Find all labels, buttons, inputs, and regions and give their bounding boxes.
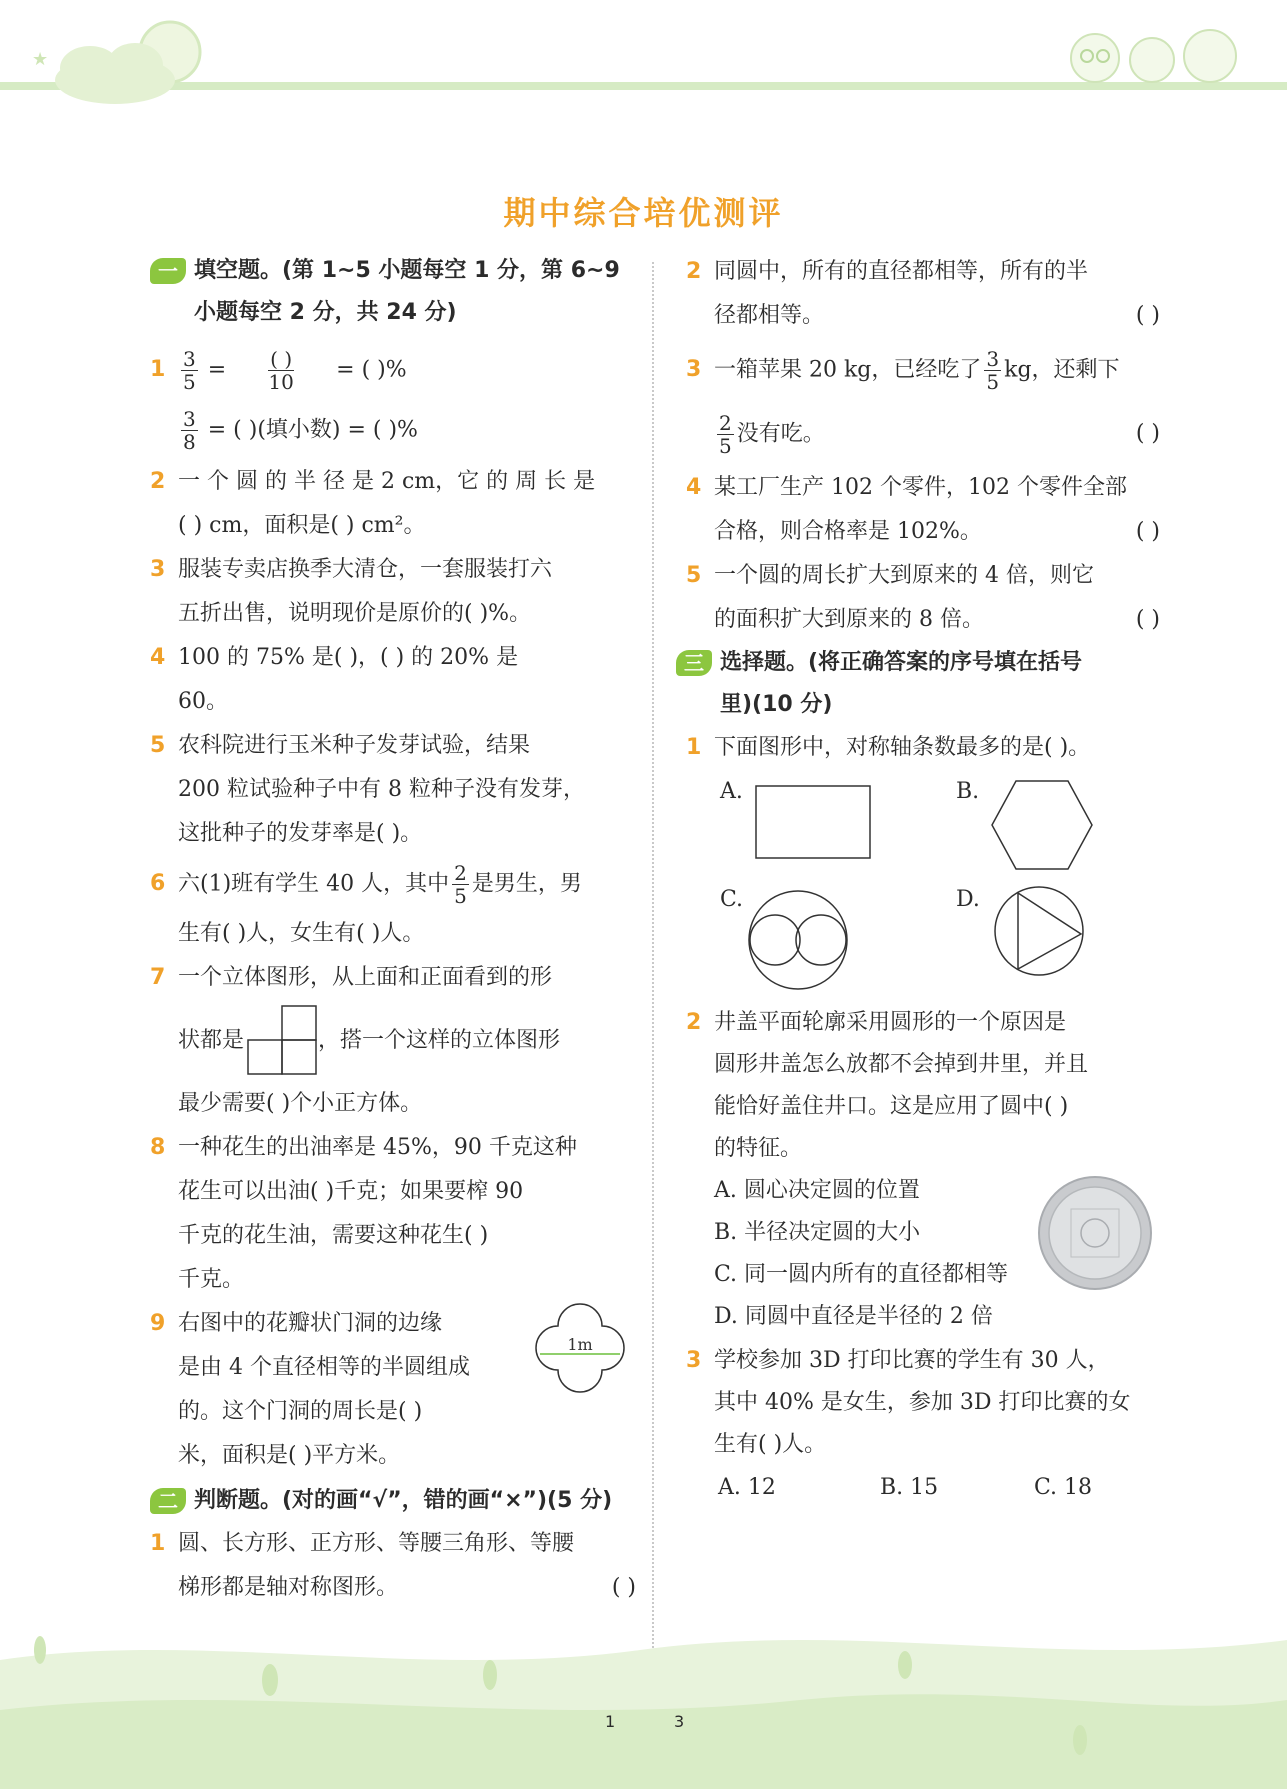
question-text: 生有( )人，女生有( )人。 [178, 921, 425, 946]
option-label: D. [956, 887, 980, 912]
petal-doorway-figure [528, 1296, 632, 1414]
question-text: $\frac{3}{8}$ = ( )(填小数) = ( )% [183, 406, 418, 454]
section-badge: 二 [150, 1488, 186, 1514]
svg-text:★: ★ [32, 49, 49, 70]
question-text: 同圆中，所有的直径都相等，所有的半 径都相等。 ( ) [714, 250, 1160, 338]
question-6-line-2 [150, 912, 636, 956]
question-text: 状都是 ，搭一个这样的立体图形 [178, 1004, 636, 1078]
section-badge: 一 [150, 258, 186, 284]
question-7 [150, 956, 636, 1000]
option-label: C. [720, 887, 744, 912]
fraction: $\frac{3}{5}$ [183, 346, 196, 394]
question-text: $\frac{3}{5}$ = $\frac{( )}{10}$ = ( )% [183, 346, 407, 394]
question-number: 7 [150, 965, 166, 990]
judge-5 [686, 554, 1160, 642]
question-number: 6 [150, 871, 166, 896]
question-3 [150, 548, 636, 636]
question-2 [150, 460, 636, 548]
option-b: B. 半径决定圆的大小 [714, 1220, 921, 1245]
question-number: 4 [686, 475, 702, 500]
section-choice-heading [676, 642, 1160, 726]
question-text: 圆、长方形、正方形、等腰三角形、等腰 梯形都是轴对称图形。 ( ) [178, 1522, 636, 1610]
question-number: 3 [150, 557, 166, 582]
judge-4 [686, 466, 1160, 554]
question-text: $\frac{2}{5}$ 没有吃。 ( ) [719, 410, 1160, 458]
section-title: 填空题。(第 1~5 小题每空 1 分，第 6~9 小题每空 2 分，共 24 分) [194, 258, 620, 325]
animal-faces-icon [1060, 20, 1260, 85]
question-text: 学校参加 3D 打印比赛的学生有 30 人， 其中 40% 是女生，参加 3D 打印比赛的女 生有( )人。 [714, 1348, 1131, 1457]
question-6 [150, 856, 636, 912]
page-number-left: 1 [605, 1712, 616, 1731]
left-column [150, 250, 636, 1610]
question-text: 六(1)班有学生 40 人，其中 $\frac{2}{5}$ 是男生，男 [178, 860, 582, 908]
option-a: A. 圆心决定圆的位置 [714, 1178, 920, 1203]
rectangle-figure [754, 784, 874, 860]
cube-view-figure [244, 1004, 318, 1078]
option-c: C. 同一圆内所有的直径都相等 [714, 1262, 1009, 1287]
section-true-false-heading [150, 1480, 636, 1522]
question-number: 1 [150, 1531, 166, 1556]
cloud-sun-icon [20, 10, 210, 105]
question-number: 5 [686, 563, 702, 588]
option-label: A. [720, 779, 743, 804]
judge-3-line-2 [686, 402, 1160, 466]
question-number: 8 [150, 1135, 166, 1160]
answer-paren: ( ) [611, 1575, 636, 1600]
question-text: 农科院进行玉米种子发芽试验，结果 200 粒试验种子中有 8 粒种子没有发芽， 这批种子的发芽率是( )。 [178, 733, 585, 846]
question-4 [150, 636, 636, 724]
judge-3 [686, 338, 1160, 402]
judge-1 [150, 1522, 636, 1610]
manhole-cover-image [1036, 1174, 1154, 1292]
choice-1-figures [686, 770, 1160, 1002]
question-number: 2 [686, 259, 702, 284]
fraction: $\frac{2}{5}$ [454, 860, 467, 908]
choice-3-options [686, 1466, 1160, 1506]
option-label: B. [956, 779, 980, 804]
question-text: 下面图形中，对称轴条数最多的是( )。 [714, 735, 1091, 760]
right-column [686, 250, 1160, 1506]
question-number: 9 [150, 1311, 166, 1336]
question-text: 一个立体图形，从上面和正面看到的形 [178, 965, 553, 990]
choice-2 [686, 1002, 1160, 1338]
question-text: 井盖平面轮廓采用圆形的一个原因是 圆形井盖怎么放都不会掉到井里，并且 能恰好盖住井口。这是应用了圆中( ) 的特征。 A. 圆心决定圆的位置 B. 半径决定圆的大小 C. 同一圆内所有的直径都相等 D. 同圆中直径是半径的 2 倍 [714, 1010, 1089, 1329]
fraction: $\frac{3}{5}$ [986, 346, 1000, 394]
inscribed-triangle-figure [992, 884, 1086, 978]
fraction: $\frac{3}{8}$ [183, 406, 196, 454]
question-7-line-2 [150, 1000, 636, 1082]
page-title: 期中综合培优测评 [503, 194, 784, 232]
question-text: 服装专卖店换季大清仓，一套服装打六 五折出售，说明现价是原价的( )%。 [178, 557, 553, 626]
section-fill-in-heading [150, 250, 636, 334]
answer-paren: ( ) [1135, 607, 1160, 632]
judge-2 [686, 250, 1160, 338]
question-number: 4 [150, 645, 166, 670]
question-number: 1 [150, 357, 166, 382]
question-number: 5 [150, 733, 166, 758]
question-text: 某工厂生产 102 个零件，102 个零件全部 合格，则合格率是 102%。 ( ) [714, 466, 1160, 554]
fraction: $\frac{( )}{10}$ [268, 346, 294, 394]
diameter-label: 1m [567, 1335, 593, 1354]
column-divider [652, 262, 654, 1652]
option-a: A. 12 [718, 1475, 776, 1500]
answer-paren: ( ) [1135, 303, 1160, 328]
question-number: 3 [686, 1348, 702, 1373]
section-badge: 三 [676, 650, 712, 676]
answer-paren: ( ) [1135, 420, 1160, 446]
option-c: C. 18 [1034, 1475, 1093, 1500]
question-8 [150, 1126, 636, 1302]
page-number-right: 3 [674, 1712, 685, 1731]
question-1 [150, 340, 636, 400]
hills-footer [0, 1620, 1287, 1789]
question-1-part-2 [150, 400, 636, 460]
question-text: 右图中的花瓣状门洞的边缘 是由 4 个直径相等的半圆组成 的。这个门洞的周长是( ) 米，面积是( )平方米。 [178, 1311, 470, 1468]
question-7-line-3 [150, 1082, 636, 1126]
question-text: 一 个 圆 的 半 径 是 2 cm，它 的 周 长 是 ( ) cm，面积是( ) cm²。 [178, 469, 596, 538]
hexagon-figure [988, 778, 1096, 872]
option-d: D. 同圆中直径是半径的 2 倍 [714, 1304, 993, 1329]
fraction: $\frac{2}{5}$ [719, 410, 732, 458]
question-number: 2 [686, 1010, 702, 1035]
section-title: 判断题。(对的画“√”，错的画“×”)(5 分) [194, 1488, 613, 1513]
choice-1 [686, 726, 1160, 770]
question-text: 最少需要( )个小正方体。 [178, 1091, 423, 1116]
section-title: 选择题。(将正确答案的序号填在括号 里)(10 分) [720, 650, 1083, 717]
option-b: B. 15 [880, 1475, 939, 1500]
question-text: 一个圆的周长扩大到原来的 4 倍，则它 的面积扩大到原来的 8 倍。 ( ) [714, 554, 1160, 642]
question-text: 一种花生的出油率是 45%，90 千克这种 花生可以出油( )千克；如果要榨 90 千克的花生油，需要这种花生( ) 千克。 [178, 1135, 577, 1292]
question-number: 3 [686, 357, 702, 382]
question-number: 2 [150, 469, 166, 494]
question-text: 一箱苹果 20 kg，已经吃了 $\frac{3}{5}$ kg，还剩下 [714, 346, 1120, 394]
question-5 [150, 724, 636, 856]
question-9 [150, 1302, 636, 1478]
question-text: 100 的 75% 是( )，( ) 的 20% 是 60。 [178, 645, 519, 714]
answer-paren: ( ) [1135, 519, 1160, 544]
circles-figure [746, 888, 850, 992]
choice-3 [686, 1340, 1160, 1466]
question-number: 1 [686, 735, 702, 760]
